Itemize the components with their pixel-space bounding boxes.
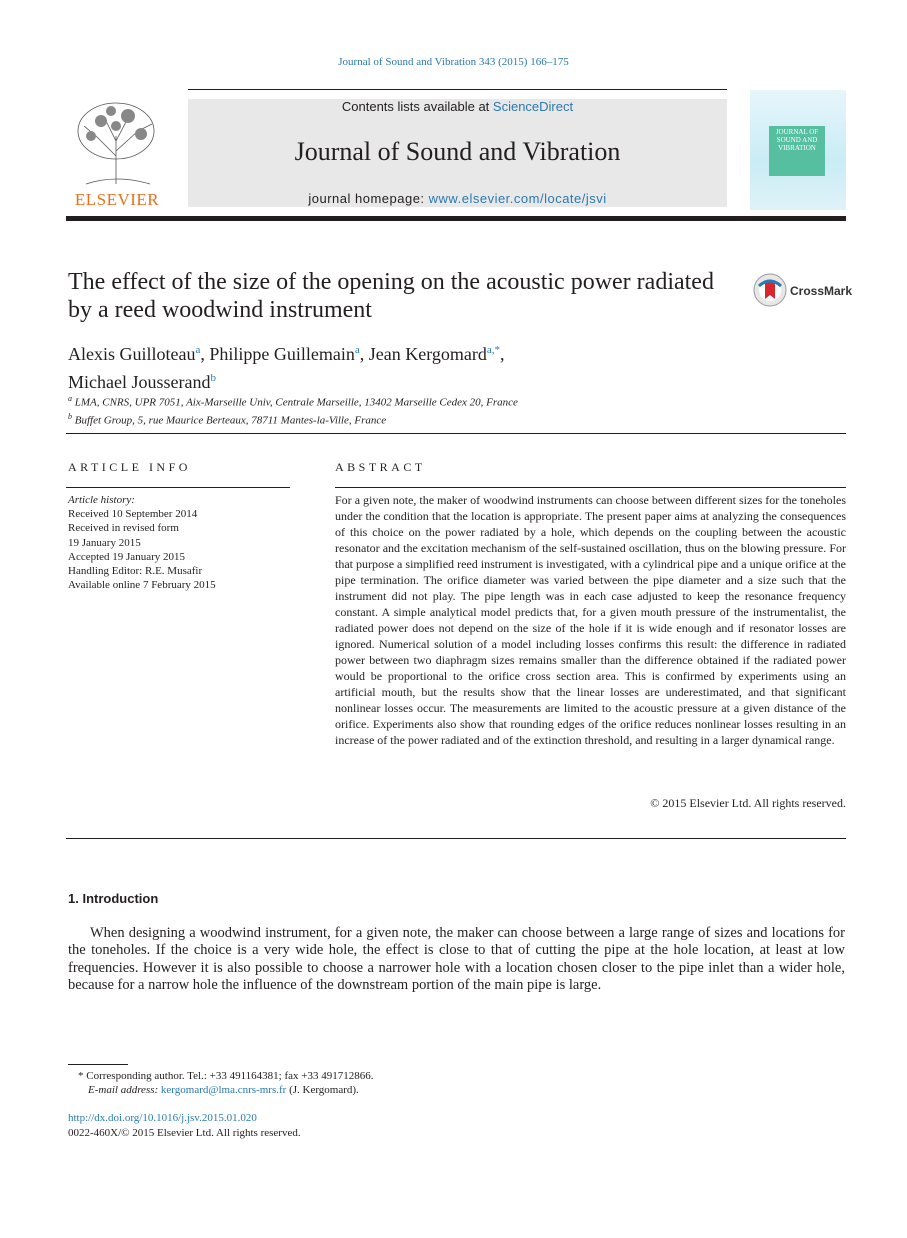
contents-line — [188, 99, 727, 114]
sciencedirect-link[interactable]: ScienceDirect — [492, 99, 574, 114]
email-footnote — [88, 1084, 359, 1096]
journal-reference-link[interactable]: Journal of Sound and Vibration 343 (2015) 166–175 — [338, 56, 569, 68]
homepage-line — [188, 191, 727, 206]
abstract-copyright: © 2015 Elsevier Ltd. All rights reserved. — [650, 796, 846, 810]
crossmark-label[interactable]: CrossMark — [790, 284, 853, 298]
author-name[interactable]: Jean Kergomard — [368, 344, 487, 364]
corresponding-author-footnote: * Corresponding author. Tel.: +33 491164381; fax +33 491712866. — [78, 1070, 374, 1082]
abstract-divider — [335, 487, 846, 488]
history-item: 19 January 2015 — [68, 536, 141, 549]
elsevier-wordmark: ELSEVIER — [74, 190, 160, 209]
journal-homepage-link[interactable]: www.elsevier.com/locate/jsvi — [428, 191, 607, 206]
email-link[interactable]: kergomard@lma.cnrs-mrs.fr — [160, 1084, 287, 1096]
author-affiliation-marker[interactable]: a,* — [486, 344, 501, 356]
header-divider — [66, 216, 846, 221]
author-separator: , — [500, 344, 505, 364]
author-name[interactable]: Michael Jousserand — [68, 372, 211, 392]
footnote-divider — [68, 1064, 128, 1065]
affiliation-marker: b — [68, 411, 72, 421]
affiliation-text: LMA, CNRS, UPR 7051, Aix-Marseille Univ, Centrale Marseille, 13402 Marseille Cedex 20, France — [74, 396, 518, 409]
history-item: Received in revised form — [68, 522, 179, 535]
journal-title: Journal of Sound and Vibration — [294, 137, 621, 166]
introduction-heading: 1. Introduction — [68, 891, 159, 906]
author-affiliation-marker[interactable]: b — [210, 372, 216, 384]
author-affiliation-marker[interactable]: a — [354, 344, 360, 356]
author-separator: , — [359, 344, 369, 364]
contents-prefix: Contents lists available at — [341, 99, 493, 114]
doi-link[interactable]: http://dx.doi.org/10.1016/j.jsv.2015.01.020 — [68, 1112, 257, 1124]
affiliation-marker: a — [68, 394, 72, 403]
article-history-label: Article history: — [68, 494, 135, 506]
history-item: Received 10 September 2014 — [68, 508, 198, 521]
author-affiliation-marker[interactable]: a — [195, 344, 201, 356]
history-item: Accepted 19 January 2015 — [68, 550, 185, 563]
author-list — [68, 338, 628, 394]
author-name[interactable]: Alexis Guilloteau — [68, 344, 196, 364]
author-separator: , — [200, 344, 210, 364]
journal-cover-title: JOURNAL OF SOUND AND VIBRATION — [775, 128, 819, 152]
history-item: Available online 7 February 2015 — [68, 579, 216, 592]
introduction-paragraph: When designing a woodwind instrument, for a given note, the maker can choose between a large range of sizes and locations for the toneholes. If the choice is a very wide hole, the effect is close to that of cutting the pipe at the hole location, at least at low frequencies. However it is also possible to choose a narrower hole with a location chosen closer to the pipe inlet than a wider hole, because for a narrow hole the influence of the downstream portion of the main pipe is large. — [68, 925, 845, 994]
email-label: E-mail address: — [88, 1084, 161, 1096]
section-divider — [66, 433, 846, 434]
affiliations — [68, 392, 668, 427]
abstract-body: For a given note, the maker of woodwind instruments can choose between different sizes for the toneholes under the condition that the location is appropriate. The present paper aims at analyzing the consequences of this choice on the power radiated by a hole, which depends on the coupling between the acoustic resonator and the excitation mechanism of the self-sustained oscillation, thus on the blowing pressure. For that purpose a simplified reed instrument is investigated, with a cylindrical pipe and a unique orifice at the pipe termination. The orifice diameter was varied between the pipe diameter and a size such that the instrument did not play. The pipe length was in each case adjusted to keep the resonance frequency constant. A simple analytical model predicts that, for a given mouth pressure of the instrumentalist, the radiated power does not depend on the size of the hole if it is wide enough and if resonator losses are ignored. Numerical solution of a model including losses confirms this result: the difference in radiated power between two diaphragm sizes remains smaller than the difference obtained if the radiated power would be proportional to the orifice cross section area. This is confirmed by experiments using an artificial mouth, but the results show that the linear losses are underestimated, and that significant nonlinear losses occur. The measurements are limited to the acoustic pressure at a given distance of the orifice. Experiments also show that rounding edges of the orifice reduces nonlinear losses resulting in an increase of the power radiated and of the extinction threshold, and resulting in a larger dynamical range. — [335, 493, 846, 747]
affiliation-item — [68, 392, 668, 410]
article-title: The effect of the size of the opening on the acoustic power radiated by a reed woodwind instrument — [68, 269, 714, 323]
article-info-heading: ARTICLE INFO — [68, 460, 191, 474]
email-suffix: (J. Kergomard). — [286, 1084, 359, 1096]
history-item: Handling Editor: R.E. Musafir — [68, 565, 203, 578]
homepage-prefix: journal homepage: — [308, 191, 429, 206]
article-info-divider — [66, 487, 290, 488]
abstract-bottom-divider — [66, 838, 846, 839]
affiliation-text: Buffet Group, 5, rue Maurice Berteaux, 78711 Mantes-la-Ville, France — [74, 414, 387, 427]
affiliation-item — [68, 410, 668, 428]
abstract-heading: ABSTRACT — [335, 460, 426, 474]
header-top-line — [188, 89, 727, 90]
article-history — [68, 493, 292, 592]
author-name[interactable]: Philippe Guillemain — [209, 344, 355, 364]
issn-line: 0022-460X/© 2015 Elsevier Ltd. All rights reserved. — [68, 1127, 301, 1139]
